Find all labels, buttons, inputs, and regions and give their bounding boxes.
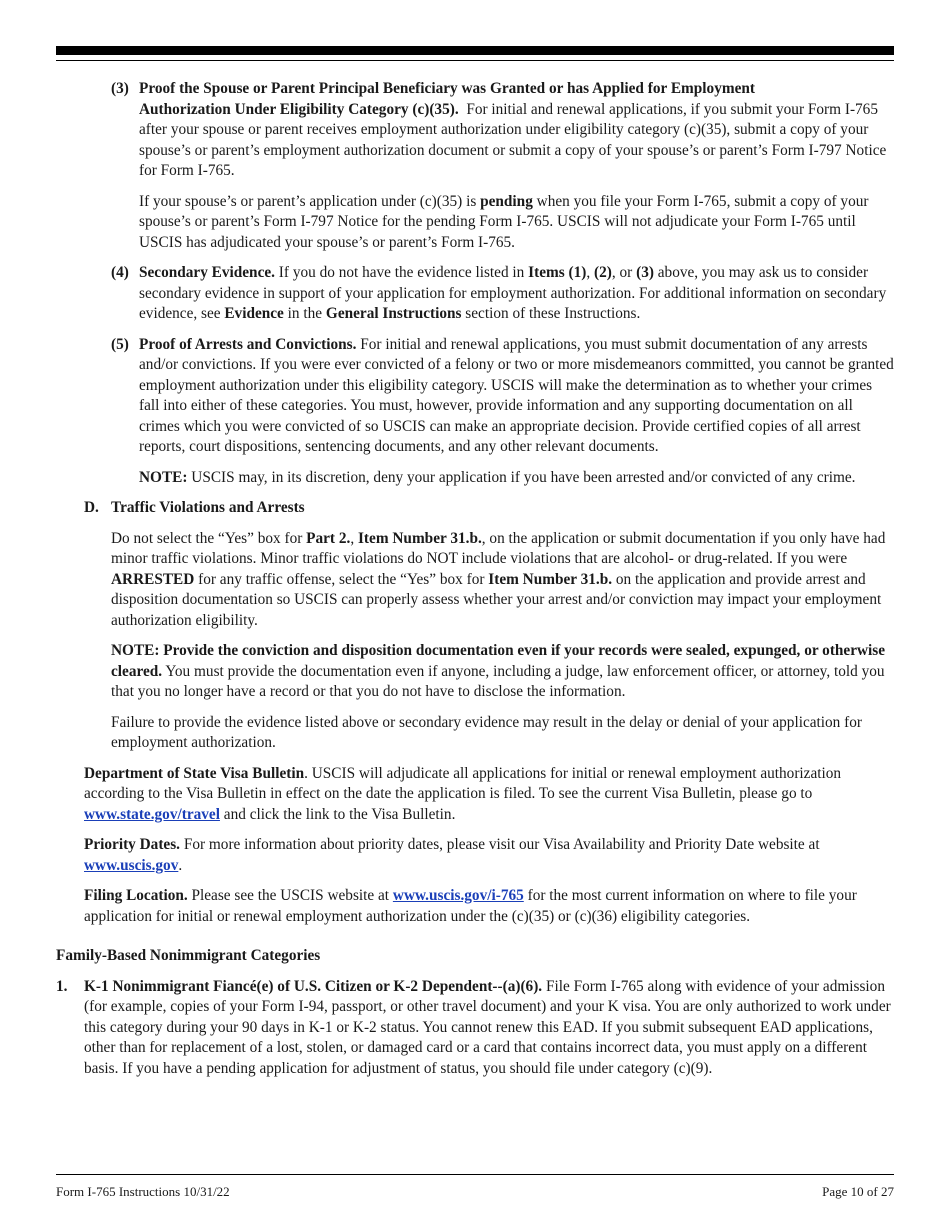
family-item-1-paragraph: K-1 Nonimmigrant Fiancé(e) of U.S. Citizen or K-2 Dependent--(a)(6). File Form I-765 along with evidence of your admission (for example, copies of your Form I-94, passport, or other travel document) and your K visa. You are only authorized to work under this category during your 90 days in K-1 or K-2 status. You cannot renew this EAD. If you submit subsequent EAD applications, other than for replacement of a lost, stolen, or damaged card or a card that contains incorrect data, you must apply on a different basis. If you have a pending application for adjustment of status, you should file under category (c)(9).: [84, 977, 891, 1077]
filing-location-heading: Filing Location.: [84, 887, 188, 904]
header-rule-thick: [56, 46, 894, 55]
family-item-1: [56, 977, 894, 1080]
pending-emphasis: pending: [480, 192, 533, 210]
item-number: (4): [111, 264, 129, 281]
item-4-paragraph: Secondary Evidence. If you do not have the evidence listed in Items (1), (2), or (3) above, you may ask us to consider secondary evidence in support of your application for employment authorization. For additional information on secondary evidence, see Evidence in the General Instructions section of these Instructions.: [139, 264, 887, 322]
filing-location-paragraph: Filing Location. Please see the USCIS website at www.uscis.gov/i-765 for the most current information on where to file your application for initial or renewal employment authorization under the (c)(35) or (c)(36) eligibility categories.: [84, 887, 857, 925]
uscis-gov-link[interactable]: www.uscis.gov: [84, 856, 179, 874]
item-5-note: NOTE: USCIS may, in its discretion, deny your application if you have been arrested and/or convicted of any crime.: [139, 468, 856, 486]
footer-page-number: Page 10 of 27: [822, 1184, 894, 1199]
item-number: (5): [111, 335, 129, 353]
family-section-heading: Family-Based Nonimmigrant Categories: [56, 947, 321, 964]
section-d-heading: D. Traffic Violations and Arrests: [84, 499, 305, 516]
priority-dates-paragraph: Priority Dates. For more information about priority dates, please visit our Visa Availability and Priority Date website at www.uscis.gov.: [84, 836, 820, 874]
item-3-text: For initial and renewal applications, if you submit your Form I-765 after your spouse or parent receives employment authorization under eligibility category (c)(35), submit a copy of your spouse’s or parent’s employment authorization document or submit a copy of your spouse’s or parent’s Form I-797 Notice for Form I-765.: [139, 100, 887, 179]
page-content: [56, 79, 894, 1079]
section-d-paragraph-3: Failure to provide the evidence listed above or secondary evidence may result in the delay or denial of your application for employment authorization.: [111, 713, 862, 751]
visa-bulletin-heading: Department of State Visa Bulletin: [84, 764, 305, 782]
state-gov-travel-link[interactable]: www.state.gov/travel: [84, 805, 220, 823]
family-item-1-heading: K-1 Nonimmigrant Fiancé(e) of U.S. Citizen or K-2 Dependent--(a)(6).: [84, 977, 543, 995]
uscis-i765-link[interactable]: www.uscis.gov/i-765: [392, 887, 524, 904]
item-4: [56, 263, 894, 325]
footer-rule: [56, 1174, 894, 1175]
item-3-heading-line1: Proof the Spouse or Parent Principal Beneficiary was Granted or has Applied for Employment: [139, 80, 755, 97]
priority-dates-heading: Priority Dates.: [84, 836, 180, 853]
section-d-paragraph-1: Do not select the “Yes” box for Part 2., Item Number 31.b., on the application or submit documentation if you only have had minor traffic violations. Minor traffic violations do NOT include violations that are alcohol- or drug-related. If you were ARRESTED for any traffic offense, select the “Yes” box for Item Number 31.b. on the application and provide arrest and disposition documentation so USCIS can properly assess whether your arrest and/or conviction may impact your employment authorization eligibility.: [111, 529, 886, 629]
section-d-note: NOTE: Provide the conviction and disposition documentation even if your records were sealed, expunged, or otherwise cleared. You must provide the documentation even if anyone, including a judge, law enforcement officer, or attorney, told you that you no longer have a record or that you do not have to disclose the information.: [111, 642, 886, 700]
item-number: (3): [111, 80, 129, 97]
item-5-heading: Proof of Arrests and Convictions.: [139, 335, 357, 353]
item-3: [56, 79, 894, 182]
item-4-heading: Secondary Evidence.: [139, 264, 275, 281]
item-3-paragraph: [139, 79, 894, 182]
item-5-paragraph: Proof of Arrests and Convictions. For initial and renewal applications, you must submit documentation of any arrests and/or convictions. If you were ever convicted of a felony or two or more misdemeanors committed, you cannot be granted employment authorization under this eligibility category. USCIS will make the determination as to whether your crimes fall into either of these categories. You must, however, provide information and any supporting documentation on all crimes which you were convicted of so USCIS can make an appropriate decision. Provide certified copies of all arrest reports, court dispositions, sentencing documents, and any other relevant documents.: [139, 335, 894, 455]
footer-form-label: Form I-765 Instructions 10/31/22: [56, 1184, 230, 1199]
item-3-heading-line2: Authorization Under Eligibility Category (c)(35).: [139, 100, 459, 118]
header-rule-thin: [56, 60, 894, 61]
item-number: 1.: [56, 977, 68, 995]
visa-bulletin-paragraph: Department of State Visa Bulletin. USCIS will adjudicate all applications for initial or renewal employment authorization according to the Visa Bulletin in effect on the date the application is filed. To see the current Visa Bulletin, please go to www.state.gov/travel and click the link to the Visa Bulletin.: [84, 764, 842, 823]
item-5: [56, 335, 894, 458]
item-3-pending-paragraph: If your spouse’s or parent’s application under (c)(35) is pending when you file your Form I-765, submit a copy of your spouse’s or parent’s Form I-797 Notice for the pending Form I-765. USCIS will not adjudicate your Form I-765 until USCIS has adjudicated your spouse’s or parent’s Form I-765.: [139, 192, 869, 251]
note-label: NOTE:: [139, 468, 188, 486]
